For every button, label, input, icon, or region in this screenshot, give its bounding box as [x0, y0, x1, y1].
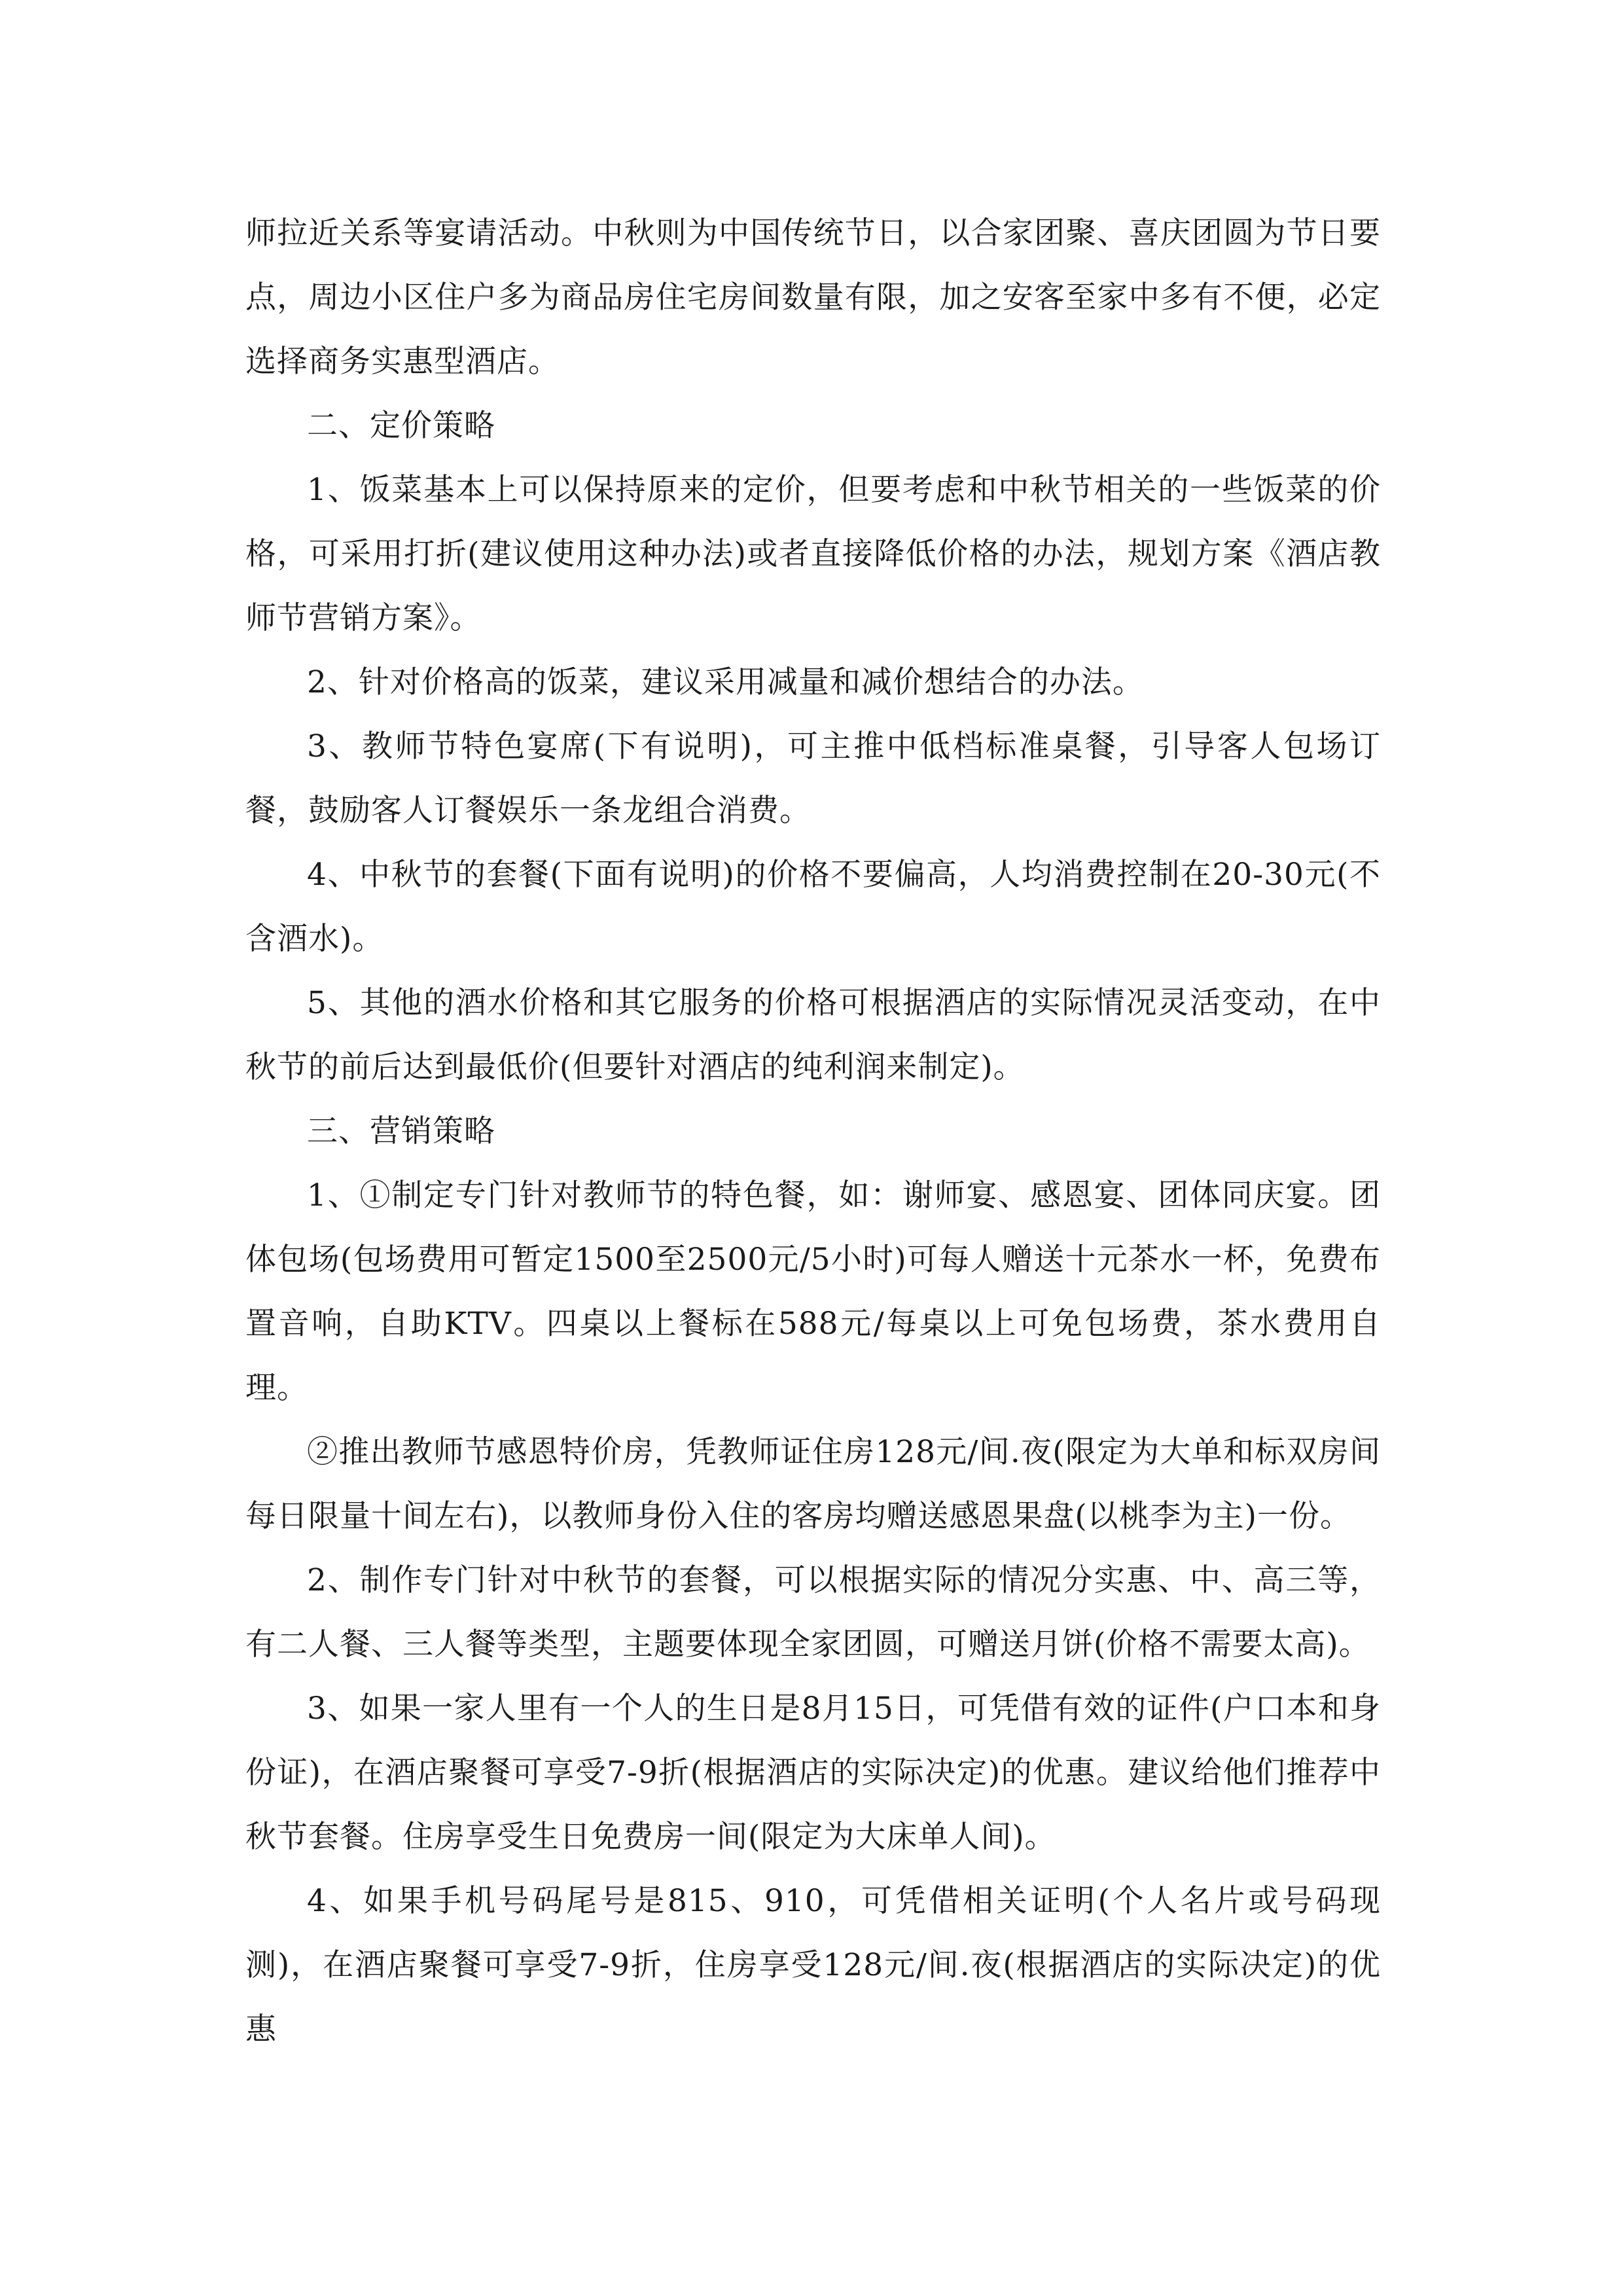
paragraph-continuation: 师拉近关系等宴请活动。中秋则为中国传统节日，以合家团聚、喜庆团圆为节日要点，周边小区住户多为商品房住宅房间数量有限，加之安客至家中多有不便，必定选择商务实惠型酒店。: [245, 215, 1381, 380]
paragraph: 1、①制定专门针对教师节的特色餐，如：谢师宴、感恩宴、团体同庆宴。团体包场(包场费用可暂定1500至2500元/5小时)可每人赠送十元茶水一杯，免费布置音响，自助KTV。四桌以上餐标在588元/每桌以上可免包场费，茶水费用自理。: [245, 1177, 1381, 1406]
paragraph: 4、如果手机号码尾号是815、910，可凭借相关证明(个人名片或号码现测)，在酒店聚餐可享受7-9折，住房享受128元/间.夜(根据酒店的实际决定)的优惠: [245, 1883, 1381, 2047]
paragraph: 3、如果一家人里有一个人的生日是8月15日，可凭借有效的证件(户口本和身份证)，在酒店聚餐可享受7-9折(根据酒店的实际决定)的优惠。建议给他们推荐中秋节套餐。住房享受生日免费房一间(限定为大床单人间)。: [245, 1691, 1381, 1855]
paragraph: 3、教师节特色宴席(下有说明)，可主推中低档标准桌餐，引导客人包场订餐，鼓励客人订餐娱乐一条龙组合消费。: [245, 728, 1381, 829]
paragraph: 4、中秋节的套餐(下面有说明)的价格不要偏高，人均消费控制在20-30元(不含酒水)。: [245, 857, 1381, 957]
paragraph: ②推出教师节感恩特价房，凭教师证住房128元/间.夜(限定为大单和标双房间每日限量十间左右)，以教师身份入住的客房均赠送感恩果盘(以桃李为主)一份。: [245, 1434, 1381, 1534]
paragraph: 2、针对价格高的饭菜，建议采用减量和减价想结合的办法。: [307, 664, 1144, 700]
paragraph: 5、其他的酒水价格和其它服务的价格可根据酒店的实际情况灵活变动，在中秋节的前后达到最低价(但要针对酒店的纯利润来制定)。: [245, 985, 1381, 1085]
paragraph: 1、饭菜基本上可以保持原来的定价，但要考虑和中秋节相关的一些饭菜的价格，可采用打折(建议使用这种办法)或者直接降低价格的办法，规划方案《酒店教师节营销方案》。: [245, 472, 1381, 636]
paragraph: 2、制作专门针对中秋节的套餐，可以根据实际的情况分实惠、中、高三等，有二人餐、三人餐等类型，主题要体现全家团圆，可赠送月饼(价格不需要太高)。: [245, 1562, 1381, 1662]
section-heading-pricing: 二、定价策略: [307, 408, 495, 444]
section-heading-marketing: 三、营销策略: [307, 1113, 495, 1149]
document-body: [245, 202, 1381, 2062]
